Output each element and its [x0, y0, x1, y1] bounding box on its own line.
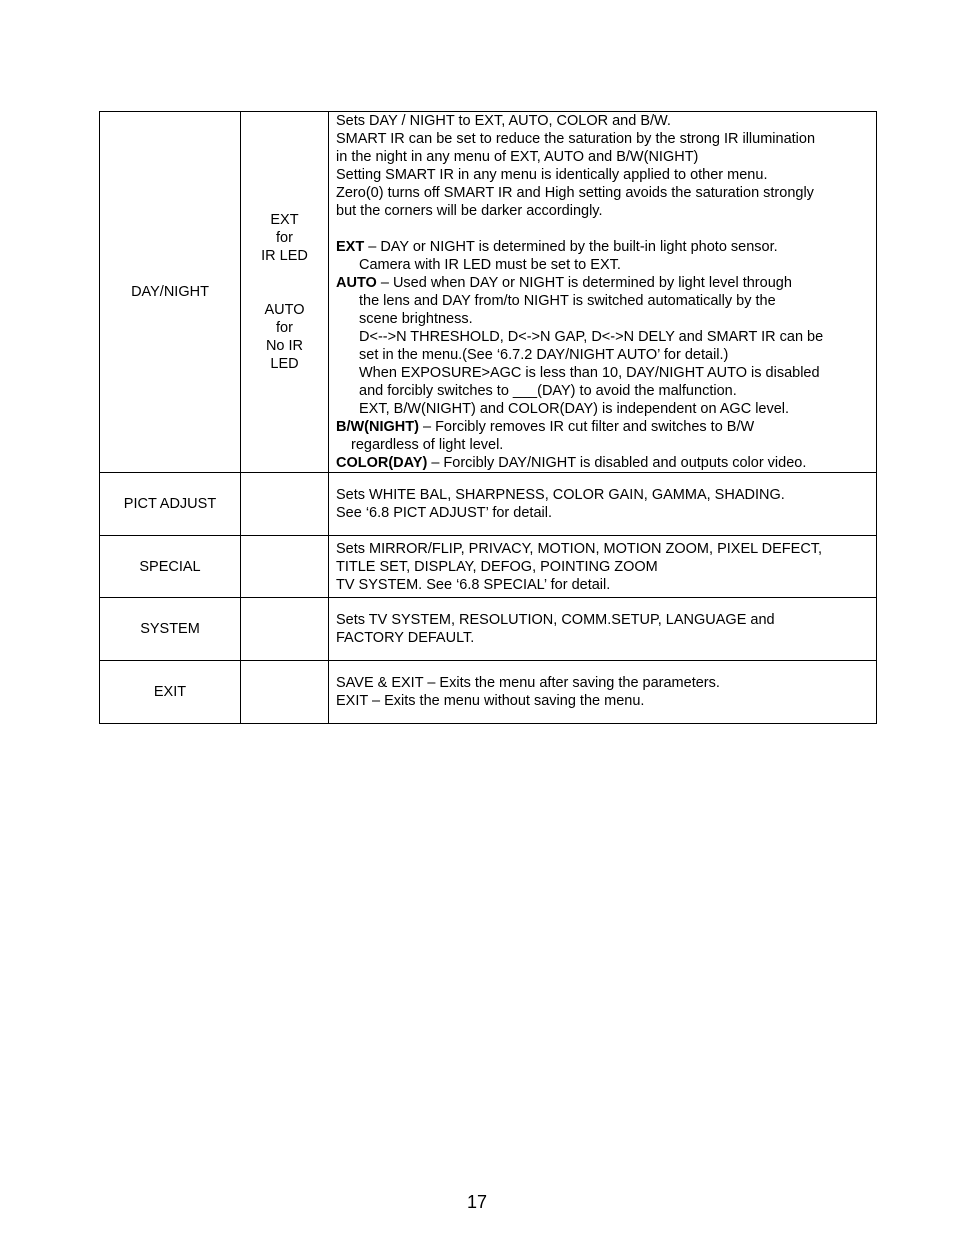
desc-day-night [329, 112, 877, 473]
desc-special [329, 536, 877, 598]
ext-label: EXT [336, 239, 365, 255]
desc-line: Zero(0) turns off SMART IR and High setting avoids the saturation strongly [336, 185, 814, 201]
desc-color-line [336, 454, 870, 472]
desc-line: in the night in any menu of EXT, AUTO and B/W(NIGHT) [336, 149, 699, 165]
menu-name-system: SYSTEM [100, 598, 241, 661]
desc-line: See ‘6.8 PICT ADJUST’ for detail. [336, 505, 552, 521]
menu-name-day-night: DAY/NIGHT [100, 112, 241, 473]
auto-label: AUTO [336, 275, 377, 291]
menu-name-special: SPECIAL [100, 536, 241, 598]
option-cell-day-night [241, 112, 329, 473]
desc-line: When EXPOSURE>AGC is less than 10, DAY/NIGHT AUTO is disabled [359, 365, 820, 381]
desc-line: Setting SMART IR in any menu is identically applied to other menu. [336, 167, 768, 183]
option-auto-line-3: No IR [265, 338, 304, 354]
desc-line: Sets WHITE BAL, SHARPNESS, COLOR GAIN, GAMMA, SHADING. [336, 487, 785, 503]
desc-line: EXT, B/W(NIGHT) and COLOR(DAY) is independent on AGC level. [359, 401, 790, 417]
option-cell-empty [241, 598, 329, 661]
color-label: COLOR(DAY) [336, 455, 428, 471]
desc-system [329, 598, 877, 661]
row-day-night [100, 112, 877, 473]
row-pict-adjust [100, 473, 877, 536]
desc-line: Sets MIRROR/FLIP, PRIVACY, MOTION, MOTION ZOOM, PIXEL DEFECT, [336, 540, 823, 557]
desc-line: Sets TV SYSTEM, RESOLUTION, COMM.SETUP, LANGUAGE and [336, 612, 775, 628]
desc-line: set in the menu.(See ‘6.7.2 DAY/NIGHT AUTO’ for detail.) [359, 347, 729, 363]
desc-line: Camera with IR LED must be set to EXT. [359, 257, 621, 273]
option-ext-line-1: EXT [270, 212, 299, 228]
desc-line: TV SYSTEM. See ‘6.8 SPECIAL’ for detail. [336, 576, 611, 593]
color-text: – Forcibly DAY/NIGHT is disabled and outputs color video. [427, 455, 807, 471]
option-cell-empty [241, 536, 329, 598]
menu-description-table [99, 111, 877, 724]
option-auto-line-4: LED [270, 356, 299, 372]
desc-auto-line [336, 274, 870, 292]
option-ext-line-2: for [276, 230, 293, 246]
page-number: 17 [466, 1192, 488, 1212]
bw-text: – Forcibly removes IR cut filter and switches to B/W [418, 419, 755, 435]
desc-line: Sets DAY / NIGHT to EXT, AUTO, COLOR and B/W. [336, 113, 671, 129]
desc-pict-adjust [329, 473, 877, 536]
auto-text: – Used when DAY or NIGHT is determined by light level through [376, 275, 792, 291]
option-cell-empty [241, 661, 329, 724]
desc-exit [329, 661, 877, 724]
desc-line: the lens and DAY from/to NIGHT is switched automatically by the [359, 293, 776, 309]
desc-bw-line [336, 418, 870, 436]
desc-line: FACTORY DEFAULT. [336, 630, 475, 646]
row-special [100, 536, 877, 598]
option-auto-line-1: AUTO [264, 302, 305, 318]
option-auto-line-2: for [276, 320, 293, 336]
bw-label: B/W(NIGHT) [336, 419, 419, 435]
desc-line: but the corners will be darker accordingly. [336, 203, 603, 219]
desc-line: TITLE SET, DISPLAY, DEFOG, POINTING ZOOM [336, 558, 658, 575]
menu-name-exit: EXIT [100, 661, 241, 724]
option-ext-line-3: IR LED [261, 248, 308, 264]
desc-line: SAVE & EXIT – Exits the menu after saving the parameters. [336, 675, 720, 691]
desc-ext-line [336, 238, 870, 256]
desc-line: scene brightness. [359, 311, 473, 327]
row-exit [100, 661, 877, 724]
row-system [100, 598, 877, 661]
option-cell-empty [241, 473, 329, 536]
desc-line: EXIT – Exits the menu without saving the menu. [336, 693, 645, 709]
ext-text: – DAY or NIGHT is determined by the built-in light photo sensor. [364, 239, 778, 255]
desc-line: and forcibly switches to ___(DAY) to avoid the malfunction. [359, 383, 737, 399]
desc-line: SMART IR can be set to reduce the saturation by the strong IR illumination [336, 131, 816, 147]
desc-line: regardless of light level. [351, 437, 504, 453]
desc-line: D<-->N THRESHOLD, D<->N GAP, D<->N DELY and SMART IR can be [359, 329, 824, 345]
menu-name-pict-adjust: PICT ADJUST [100, 473, 241, 536]
